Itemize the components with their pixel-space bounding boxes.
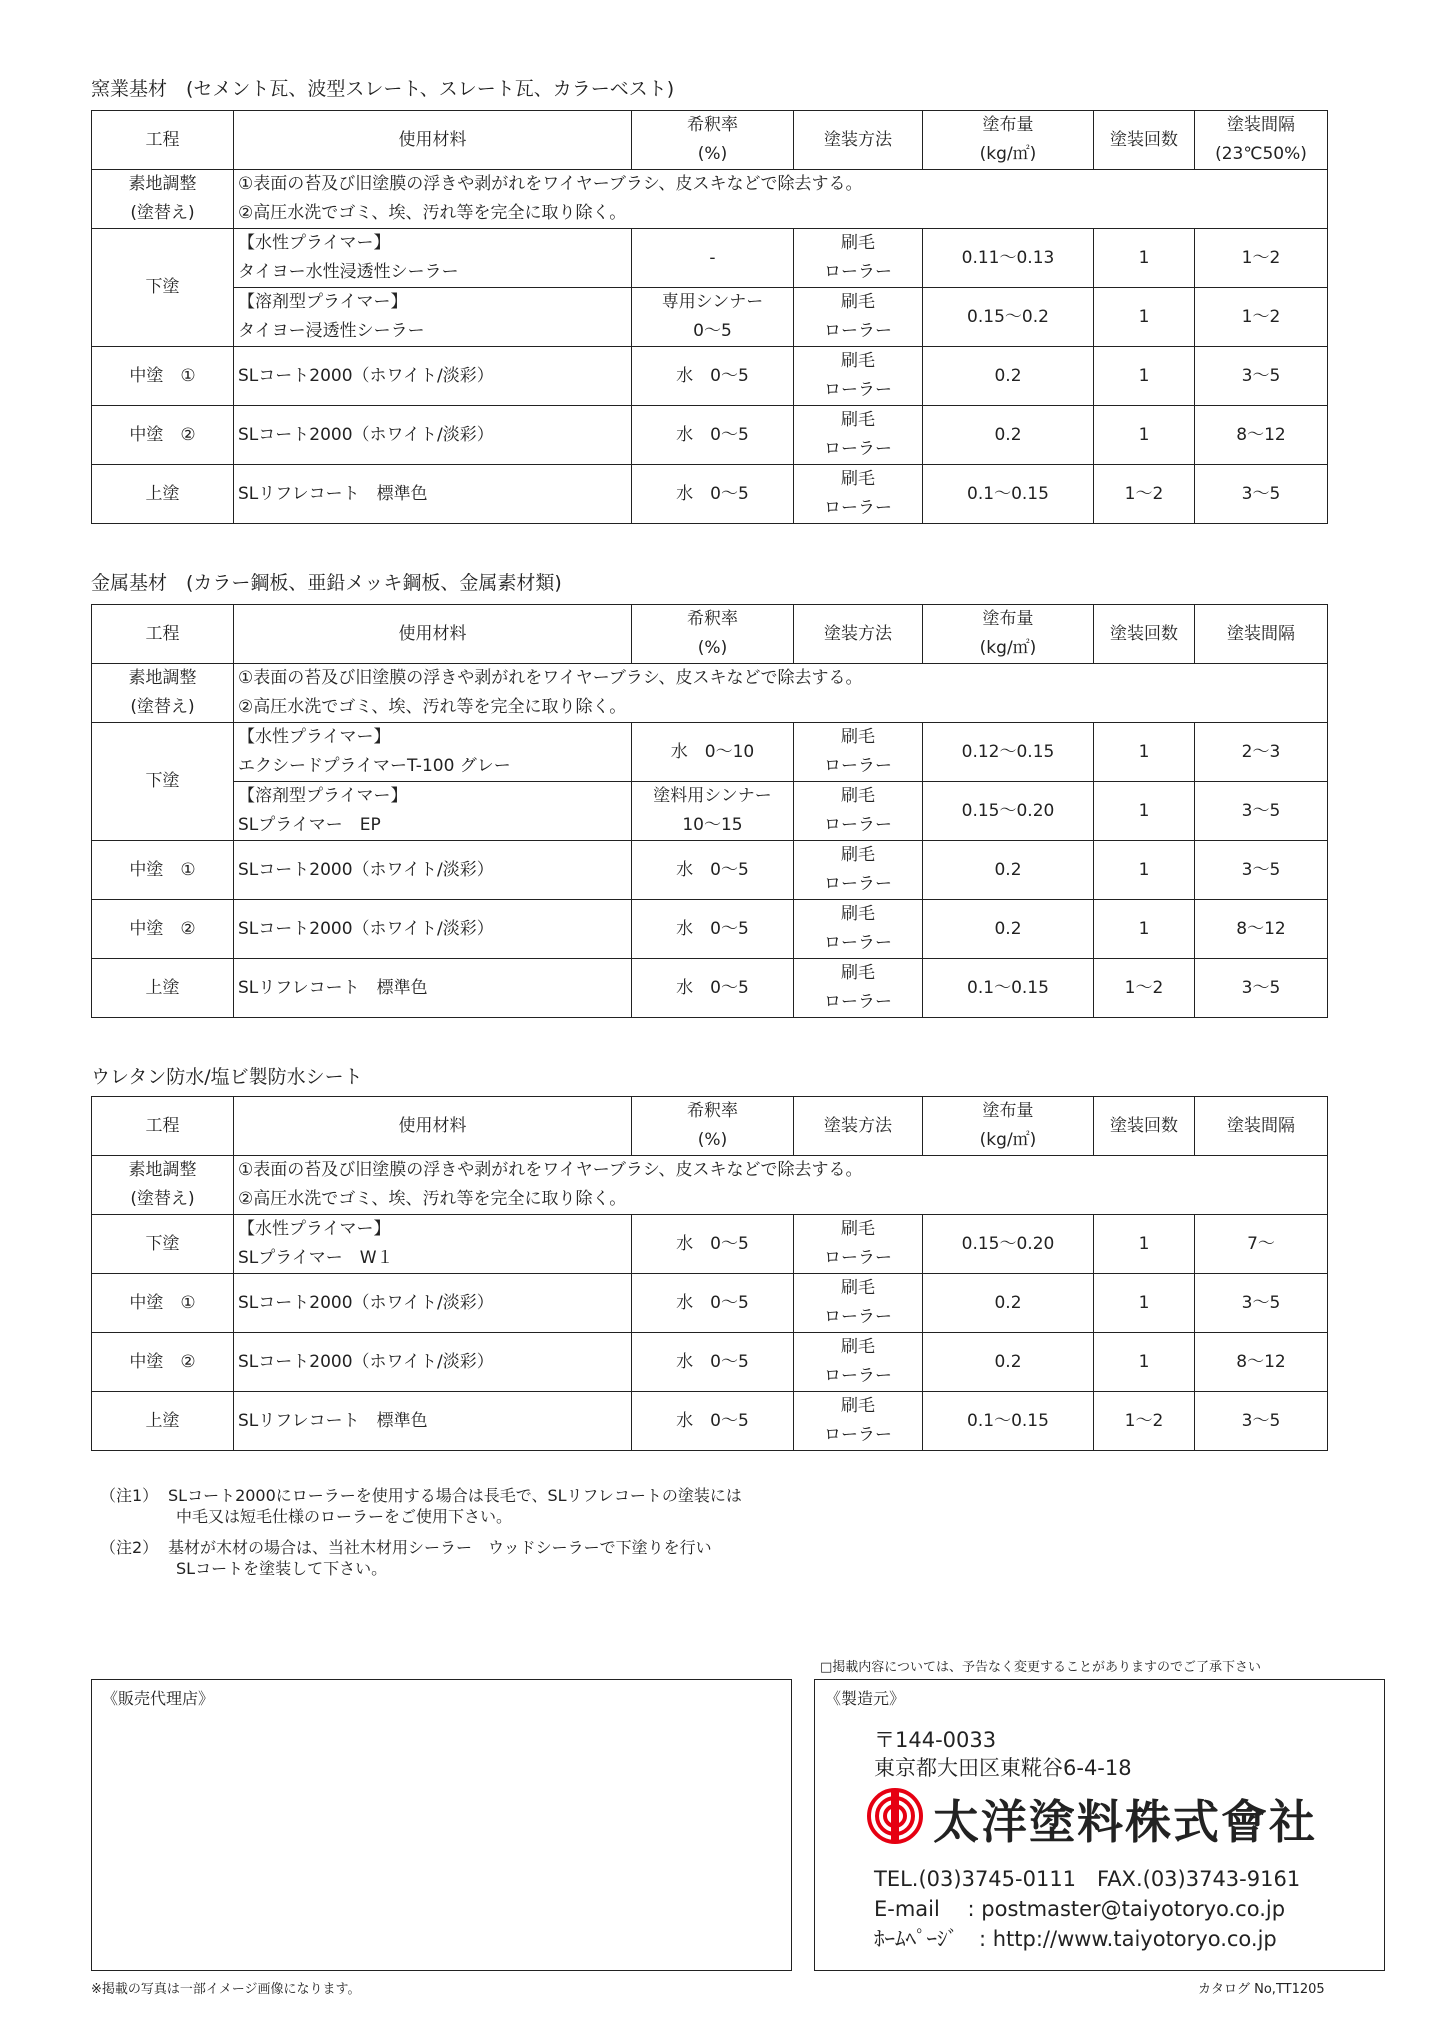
header-amount-unit: (kg/㎡)	[979, 638, 1037, 658]
count: 1	[1094, 723, 1195, 782]
amount: 0.2	[923, 406, 1094, 465]
count: 1	[1094, 1274, 1195, 1333]
step: 中塗 ②	[92, 1333, 234, 1392]
dilution: 塗料用シンナー	[653, 786, 772, 806]
method-brush: 刷毛	[841, 845, 875, 865]
amount: 0.2	[923, 841, 1094, 900]
header-row	[92, 111, 1328, 170]
dilution: 水 0～10	[632, 723, 794, 782]
amount: 0.2	[923, 347, 1094, 406]
method-roller: ローラー	[824, 439, 892, 459]
amount: 0.1～0.15	[923, 465, 1094, 524]
step: 中塗 ①	[92, 347, 234, 406]
header-step: 工程	[92, 111, 234, 170]
disclaimer: □掲載内容については、予告なく変更することがありますのでご了承下さい	[820, 1660, 1262, 1675]
email[interactable]: E-mail : postmaster@taiyotoryo.co.jp	[874, 1897, 1286, 1921]
maker-box-title: 《製造元》	[825, 1689, 906, 1708]
header-count: 塗装回数	[1094, 111, 1195, 170]
dilution: 水 0～5	[632, 959, 794, 1018]
spec-table-waterproof	[91, 1096, 1328, 1451]
header-method: 塗装方法	[794, 605, 923, 664]
material: SLリフレコート 標準色	[234, 465, 632, 524]
note-1	[100, 1485, 742, 1527]
coat-row	[92, 841, 1328, 900]
header-material: 使用材料	[234, 605, 632, 664]
method-brush: 刷毛	[841, 727, 875, 747]
primer-material: タイヨー水性浸透性シーラー	[238, 262, 459, 282]
prep-label: 素地調整	[128, 174, 197, 194]
method-roller: ローラー	[824, 498, 892, 518]
dilution: 水 0～5	[632, 1392, 794, 1451]
coat-row	[92, 1274, 1328, 1333]
company-name: 太洋塗料株式會社	[933, 1795, 1317, 1849]
method-roller: ローラー	[824, 992, 892, 1012]
primer-material: SLプライマー EP	[238, 815, 381, 835]
address: 東京都大田区東糀谷6-4-18	[874, 1756, 1132, 1780]
primer-row	[92, 288, 1328, 347]
method-roller: ローラー	[824, 1425, 892, 1445]
primer-row	[92, 229, 1328, 288]
count: 1	[1094, 841, 1195, 900]
step: 中塗 ②	[92, 900, 234, 959]
interval: 3～5	[1195, 959, 1328, 1018]
spec-table-ceramic	[91, 110, 1328, 524]
primer-material: エクシードプライマーT-100 グレー	[238, 756, 511, 776]
prep-line: ①表面の苔及び旧塗膜の浮きや剥がれをワイヤーブラシ、皮スキなどで除去する。	[238, 174, 863, 194]
dilution: 水 0～5	[632, 347, 794, 406]
interval: 3～5	[1195, 841, 1328, 900]
section-title: 窯業基材 (セメント瓦、波型スレート、スレート瓦、カラーベスト)	[91, 78, 675, 100]
prep-line: ②高圧水洗でゴミ、埃、汚れ等を完全に取り除く。	[238, 203, 627, 223]
header-dilution: 希釈率	[687, 115, 738, 135]
method-brush: 刷毛	[841, 963, 875, 983]
header-material: 使用材料	[234, 111, 632, 170]
method-roller: ローラー	[824, 933, 892, 953]
coat-row	[92, 959, 1328, 1018]
dilution: 水 0～5	[632, 1333, 794, 1392]
material: SLコート2000（ホワイト/淡彩）	[234, 841, 632, 900]
method-roller: ローラー	[824, 1366, 892, 1386]
interval: 3～5	[1195, 782, 1328, 841]
header-interval: 塗装間隔	[1195, 605, 1328, 664]
step: 中塗 ①	[92, 1274, 234, 1333]
dilution: 水 0～5	[632, 841, 794, 900]
prep-row	[92, 1156, 1328, 1215]
interval: 3～5	[1195, 1392, 1328, 1451]
note-text: 基材が木材の場合は、当社木材用シーラー ウッドシーラーで下塗りを行い	[168, 1538, 712, 1557]
header-method: 塗装方法	[794, 1097, 923, 1156]
method-roller: ローラー	[824, 262, 892, 282]
header-row	[92, 1097, 1328, 1156]
header-count: 塗装回数	[1094, 605, 1195, 664]
method-brush: 刷毛	[841, 1278, 875, 1298]
method-roller: ローラー	[824, 1307, 892, 1327]
method-brush: 刷毛	[841, 1337, 875, 1357]
primer-material: SLプライマー W１	[238, 1248, 394, 1268]
interval: 1～2	[1195, 288, 1328, 347]
method-roller: ローラー	[824, 815, 892, 835]
prep-line: ①表面の苔及び旧塗膜の浮きや剥がれをワイヤーブラシ、皮スキなどで除去する。	[238, 1160, 863, 1180]
note-text: SLコート2000にローラーを使用する場合は長毛で、SLリフレコートの塗装には	[168, 1486, 742, 1505]
primer-type: 【溶剤型プライマー】	[238, 292, 408, 312]
material: SLリフレコート 標準色	[234, 1392, 632, 1451]
count: 1～2	[1094, 465, 1195, 524]
coat-row	[92, 347, 1328, 406]
count: 1	[1094, 900, 1195, 959]
amount: 0.15～0.20	[923, 782, 1094, 841]
amount: 0.2	[923, 900, 1094, 959]
note-label: （注1）	[100, 1486, 159, 1505]
method-roller: ローラー	[824, 380, 892, 400]
count: 1	[1094, 782, 1195, 841]
amount: 0.2	[923, 1333, 1094, 1392]
primer-step: 下塗	[92, 1215, 234, 1274]
header-dilution-unit: (%)	[697, 638, 728, 658]
dilution: 水 0～5	[632, 1274, 794, 1333]
amount: 0.1～0.15	[923, 1392, 1094, 1451]
method-roller: ローラー	[824, 756, 892, 776]
header-step: 工程	[92, 1097, 234, 1156]
step: 中塗 ①	[92, 841, 234, 900]
count: 1	[1094, 288, 1195, 347]
step: 上塗	[92, 959, 234, 1018]
primer-row	[92, 723, 1328, 782]
step: 上塗	[92, 465, 234, 524]
interval: 3～5	[1195, 347, 1328, 406]
dealer-box-title: 《販売代理店》	[102, 1689, 215, 1708]
dilution: 専用シンナー	[661, 292, 764, 312]
material: SLコート2000（ホワイト/淡彩）	[234, 900, 632, 959]
footer-note: ※掲載の写真は一部イメージ画像になります。	[91, 1982, 361, 1997]
primer-type: 【溶剤型プライマー】	[238, 786, 408, 806]
count: 1～2	[1094, 1392, 1195, 1451]
prep-line: ①表面の苔及び旧塗膜の浮きや剥がれをワイヤーブラシ、皮スキなどで除去する。	[238, 668, 863, 688]
spec-table-metal	[91, 604, 1328, 1018]
header-dilution: 希釈率	[687, 1101, 738, 1121]
material: SLコート2000（ホワイト/淡彩）	[234, 406, 632, 465]
header-interval: 塗装間隔	[1227, 115, 1295, 135]
tel-fax: TEL.(03)3745-0111 FAX.(03)3743-9161	[874, 1867, 1301, 1891]
count: 1	[1094, 1333, 1195, 1392]
header-row	[92, 605, 1328, 664]
method-roller: ローラー	[824, 321, 892, 341]
coat-row	[92, 1392, 1328, 1451]
note-text: SLコートを塗装して下さい。	[176, 1559, 388, 1578]
prep-row	[92, 664, 1328, 723]
interval: 8～12	[1195, 900, 1328, 959]
interval: 3～5	[1195, 465, 1328, 524]
count: 1	[1094, 406, 1195, 465]
interval: 1～2	[1195, 229, 1328, 288]
prep-sublabel: (塗替え)	[130, 203, 195, 223]
method-brush: 刷毛	[841, 1396, 875, 1416]
method-brush: 刷毛	[841, 1219, 875, 1239]
count: 1	[1094, 229, 1195, 288]
dilution-value: 10～15	[682, 815, 743, 835]
header-amount: 塗布量	[982, 1101, 1034, 1121]
count: 1～2	[1094, 959, 1195, 1018]
dilution-value: 0～5	[693, 321, 732, 341]
header-count: 塗装回数	[1094, 1097, 1195, 1156]
method-brush: 刷毛	[841, 410, 875, 430]
amount: 0.15～0.20	[923, 1215, 1094, 1274]
header-amount: 塗布量	[982, 609, 1034, 629]
primer-row	[92, 1215, 1328, 1274]
amount: 0.2	[923, 1274, 1094, 1333]
header-amount-unit: (kg/㎡)	[979, 1130, 1037, 1150]
step: 上塗	[92, 1392, 234, 1451]
primer-step: 下塗	[92, 723, 234, 841]
dilution: 水 0～5	[632, 465, 794, 524]
primer-step: 下塗	[92, 229, 234, 347]
method-brush: 刷毛	[841, 351, 875, 371]
prep-sublabel: (塗替え)	[130, 697, 195, 717]
dilution: 水 0～5	[632, 406, 794, 465]
prep-sublabel: (塗替え)	[130, 1189, 195, 1209]
interval: 8～12	[1195, 1333, 1328, 1392]
maker-box	[814, 1679, 1385, 1971]
section-title: 金属基材 (カラー鋼板、亜鉛メッキ鋼板、金属素材類)	[91, 572, 562, 594]
interval: 7～	[1195, 1215, 1328, 1274]
company-logo-icon	[867, 1788, 923, 1844]
header-interval: 塗装間隔	[1195, 1097, 1328, 1156]
prep-label: 素地調整	[128, 668, 197, 688]
interval: 8～12	[1195, 406, 1328, 465]
header-interval-cond: (23℃50%)	[1215, 144, 1307, 164]
material: SLコート2000（ホワイト/淡彩）	[234, 347, 632, 406]
header-amount: 塗布量	[982, 115, 1034, 135]
header-material: 使用材料	[234, 1097, 632, 1156]
header-dilution-unit: (%)	[697, 1130, 728, 1150]
prep-row	[92, 170, 1328, 229]
header-amount-unit: (kg/㎡)	[979, 144, 1037, 164]
dealer-box	[91, 1679, 792, 1971]
method-brush: 刷毛	[841, 786, 875, 806]
prep-line: ②高圧水洗でゴミ、埃、汚れ等を完全に取り除く。	[238, 697, 627, 717]
method-roller: ローラー	[824, 1248, 892, 1268]
amount: 0.15～0.2	[923, 288, 1094, 347]
step: 中塗 ②	[92, 406, 234, 465]
material: SLコート2000（ホワイト/淡彩）	[234, 1274, 632, 1333]
note-2	[100, 1537, 712, 1579]
method-brush: 刷毛	[841, 292, 875, 312]
section-title: ウレタン防水/塩ビ製防水シート	[91, 1066, 363, 1088]
header-method: 塗装方法	[794, 111, 923, 170]
primer-material: タイヨー浸透性シーラー	[238, 321, 425, 341]
amount: 0.12～0.15	[923, 723, 1094, 782]
method-brush: 刷毛	[841, 469, 875, 489]
catalog-number: カタログ No,TT1205	[1198, 1982, 1325, 1997]
postal-code: 〒144-0033	[874, 1728, 997, 1752]
dilution: 水 0～5	[632, 1215, 794, 1274]
primer-type: 【水性プライマー】	[238, 1219, 391, 1239]
material: SLコート2000（ホワイト/淡彩）	[234, 1333, 632, 1392]
primer-row	[92, 782, 1328, 841]
method-brush: 刷毛	[841, 233, 875, 253]
coat-row	[92, 1333, 1328, 1392]
count: 1	[1094, 347, 1195, 406]
prep-line: ②高圧水洗でゴミ、埃、汚れ等を完全に取り除く。	[238, 1189, 627, 1209]
amount: 0.11～0.13	[923, 229, 1094, 288]
coat-row	[92, 406, 1328, 465]
dilution: -	[709, 247, 716, 268]
method-roller: ローラー	[824, 874, 892, 894]
interval: 3～5	[1195, 1274, 1328, 1333]
homepage[interactable]: ﾎｰﾑﾍﾟｰｼﾞ : http://www.taiyotoryo.co.jp	[874, 1927, 1277, 1951]
header-dilution: 希釈率	[687, 609, 738, 629]
material: SLリフレコート 標準色	[234, 959, 632, 1018]
note-text: 中毛又は短毛仕様のローラーをご使用下さい。	[176, 1507, 513, 1526]
prep-label: 素地調整	[128, 1160, 197, 1180]
primer-type: 【水性プライマー】	[238, 233, 391, 253]
method-brush: 刷毛	[841, 904, 875, 924]
coat-row	[92, 465, 1328, 524]
header-step: 工程	[92, 605, 234, 664]
amount: 0.1～0.15	[923, 959, 1094, 1018]
dilution: 水 0～5	[632, 900, 794, 959]
count: 1	[1094, 1215, 1195, 1274]
primer-type: 【水性プライマー】	[238, 727, 391, 747]
coat-row	[92, 900, 1328, 959]
interval: 2～3	[1195, 723, 1328, 782]
header-dilution-unit: (%)	[697, 144, 728, 164]
note-label: （注2）	[100, 1538, 159, 1557]
